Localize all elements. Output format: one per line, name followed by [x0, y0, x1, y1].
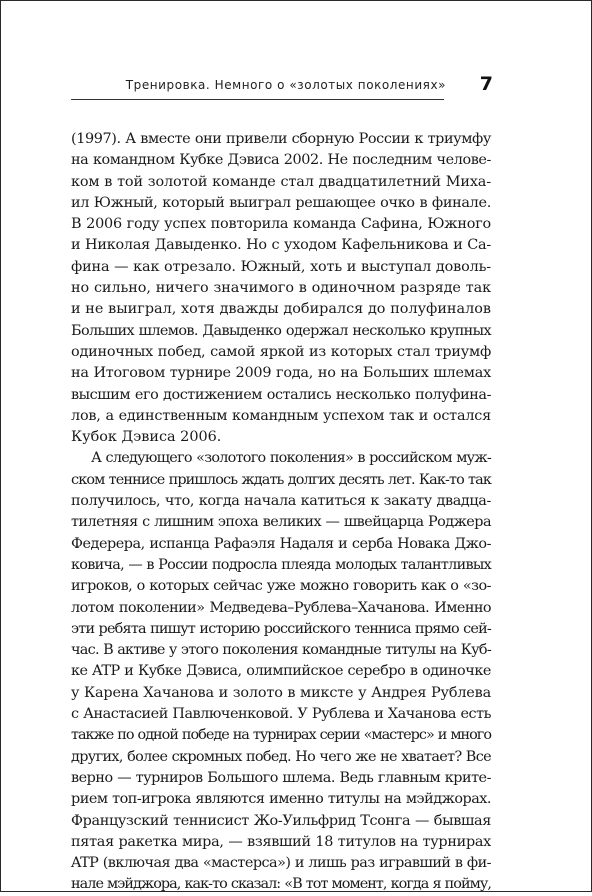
text-line: Федерера, испанца Рафаэля Надаля и серба Новака Джо- [71, 535, 491, 552]
page-number: 7 [479, 73, 493, 95]
text-line: ATP (включая два «мастерса») и лишь раз игравший в фи- [71, 855, 491, 872]
text-line: на Итоговом турнире 2009 года, но на Больших шлемах [71, 365, 491, 382]
running-title: Тренировка. Немного о «золотых поколениях» [125, 78, 446, 92]
text-line: на командном Кубке Дэвиса 2002. Не последним челове- [71, 152, 491, 169]
text-line: Больших шлемов. Давыденко одержал несколько крупных [71, 322, 491, 339]
text-line: других, более скромных побед. Но чего же не хватает? Все [71, 748, 491, 765]
text-line: пятая ракетка мира, — взявший 18 титулов на турнирах [71, 833, 491, 850]
text-line: фина — как отрезало. Южный, хоть и выступал доволь- [71, 258, 491, 275]
text-line: игроков, о которых сейчас уже можно говорить как о «зо- [71, 578, 491, 595]
text-line: и Николая Давыденко. Но с уходом Кафельникова и Са- [71, 237, 491, 254]
text-line: также по одной победе на турнирах серии «мастерс» и много [71, 727, 491, 744]
text-line: ковича, — в России подросла плеяда молодых талантливых [71, 556, 491, 573]
text-line: лотом поколении» Медведева–Рублева–Хачанова. Именно [71, 599, 491, 616]
text-line: получилось, что, когда начала катиться к закату двадца- [71, 493, 491, 510]
text-line: одиночных побед, самой яркой из которых стал триумф [71, 343, 491, 360]
text-line: А следующего «золотого поколения» в российском муж- [91, 450, 491, 467]
text-line: и не выиграл, хотя дважды добирался до полуфиналов [71, 301, 491, 318]
text-line: тилетняя с лишним эпоха великих — швейцарца Роджера [71, 514, 491, 531]
text-line: эти ребята пишут историю российского тенниса прямо сей- [71, 620, 491, 637]
text-line: ил Южный, который выиграл решающее очко в финале. [71, 194, 491, 211]
paragraph-2 [71, 448, 491, 895]
paragraph-1 [71, 129, 491, 448]
text-line: верно — турниров Большого шлема. Ведь главным крите- [71, 769, 491, 786]
header-rule [71, 99, 444, 100]
text-line: рием топ-игрока являются именно титулы на мэйджорах. [71, 791, 491, 808]
text-line: Кубок Дэвиса 2006. [71, 429, 222, 446]
body-text [71, 129, 491, 896]
text-line: лов, а единственным командным успехом так и остался [71, 407, 491, 424]
text-line: но сильно, ничего значимого в одиночном разряде так [71, 280, 491, 297]
text-line: (1997). А вместе они привели сборную России к триумфу [71, 131, 491, 147]
text-line: у Карена Хачанова и золото в миксте у Андрея Рублева [71, 684, 491, 701]
text-line: нале мэйджора, как-то сказал: «В тот момент, когда я пойму, [71, 876, 491, 893]
text-line: ке ATP и Кубке Дэвиса, олимпийское серебро в одиночке [71, 663, 491, 680]
text-line: Французский теннисист Жо-Уильфрид Тсонга — бывшая [71, 812, 491, 829]
text-line: ском теннисе пришлось ждать долгих десять лет. Как-то так [71, 471, 491, 488]
text-line: час. В активе у этого поколения командные титулы на Куб- [71, 642, 491, 659]
text-line: с Анастасией Павлюченковой. У Рублева и Хачанова есть [71, 706, 491, 723]
text-line: высшим его достижением остались несколько полуфина- [71, 386, 491, 403]
text-line: ком в той золотой команде стал двадцатилетний Миха- [71, 173, 491, 190]
running-head [71, 73, 498, 100]
text-line: В 2006 году успех повторила команда Сафина, Южного [71, 216, 491, 233]
